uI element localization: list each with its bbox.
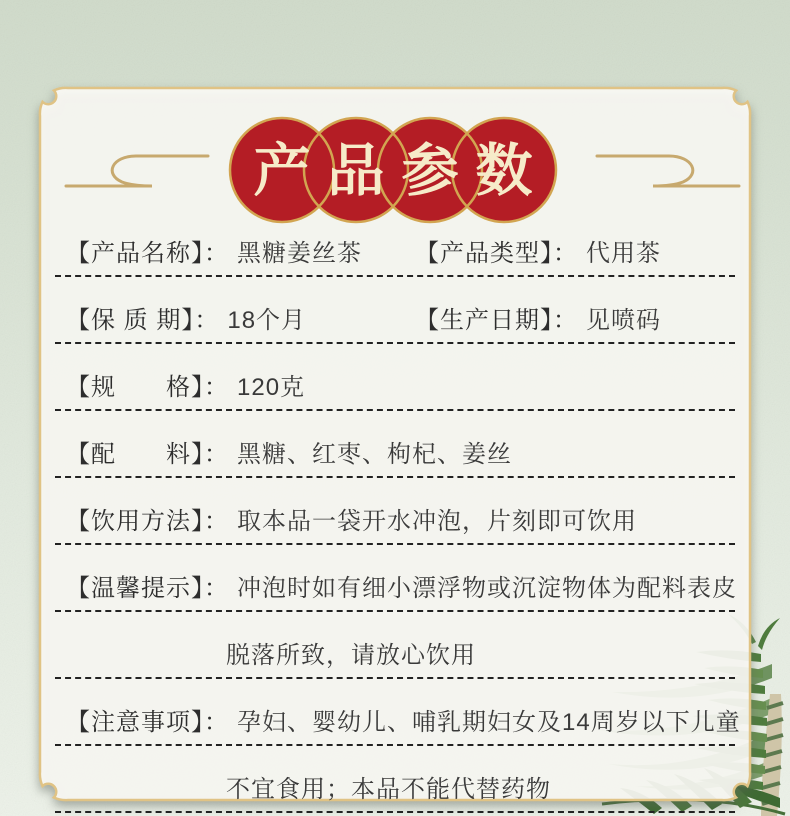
param-cell (66, 300, 415, 335)
param-label: 【注意事项】： (66, 709, 229, 736)
param-label: 【生产日期】： (415, 307, 578, 334)
param-row-usage (55, 478, 735, 545)
param-label: 【产品类型】： (415, 240, 578, 267)
param-value: 黑糖姜丝茶 (237, 240, 362, 267)
page-title-char: 品 (327, 137, 385, 204)
param-row-shelf-life-date (55, 277, 735, 344)
param-value: 黑糖、红枣、枸杞、姜丝 (237, 441, 512, 468)
param-label: 【饮用方法】： (66, 508, 229, 535)
param-value: 18个月 (227, 307, 307, 334)
param-value: 孕妇、婴幼儿、哺乳期妇女及14周岁以下儿童 (237, 709, 741, 736)
cloud-flourish-icon (66, 156, 208, 186)
param-row-ingredients (55, 411, 735, 478)
param-cell (415, 233, 735, 268)
param-cell (415, 300, 735, 335)
product-parameter-list (55, 210, 741, 813)
param-row-caution-line2 (55, 746, 735, 813)
param-label: 【温馨提示】： (66, 575, 229, 602)
param-row-caution-line1 (55, 679, 741, 746)
param-label: 【保 质 期】： (66, 307, 220, 334)
param-label: 【规 格】： (66, 374, 229, 401)
param-label: 【产品名称】： (66, 240, 229, 267)
param-value: 120克 (237, 374, 306, 401)
param-value-continuation: 不宜食用；本品不能代替药物 (226, 776, 551, 803)
page-title-char: 产 (253, 137, 311, 204)
param-row-tip-line2 (55, 612, 735, 679)
param-row-name-type (55, 210, 735, 277)
page-title-char: 参 (401, 137, 459, 204)
param-value: 见喷码 (586, 307, 661, 334)
param-value-continuation: 脱落所致，请放心饮用 (226, 642, 476, 669)
param-label: 【配 料】： (66, 441, 229, 468)
param-value: 冲泡时如有细小漂浮物或沉淀物体为配料表皮 (237, 575, 737, 602)
cloud-flourish-icon (597, 156, 739, 186)
param-cell (66, 233, 415, 268)
param-value: 取本品一袋开水冲泡，片刻即可饮用 (237, 508, 637, 535)
param-row-tip-line1 (55, 545, 735, 612)
title-seals (230, 118, 556, 222)
param-row-spec (55, 344, 735, 411)
param-value: 代用茶 (586, 240, 661, 267)
page-title-char: 数 (475, 137, 533, 204)
